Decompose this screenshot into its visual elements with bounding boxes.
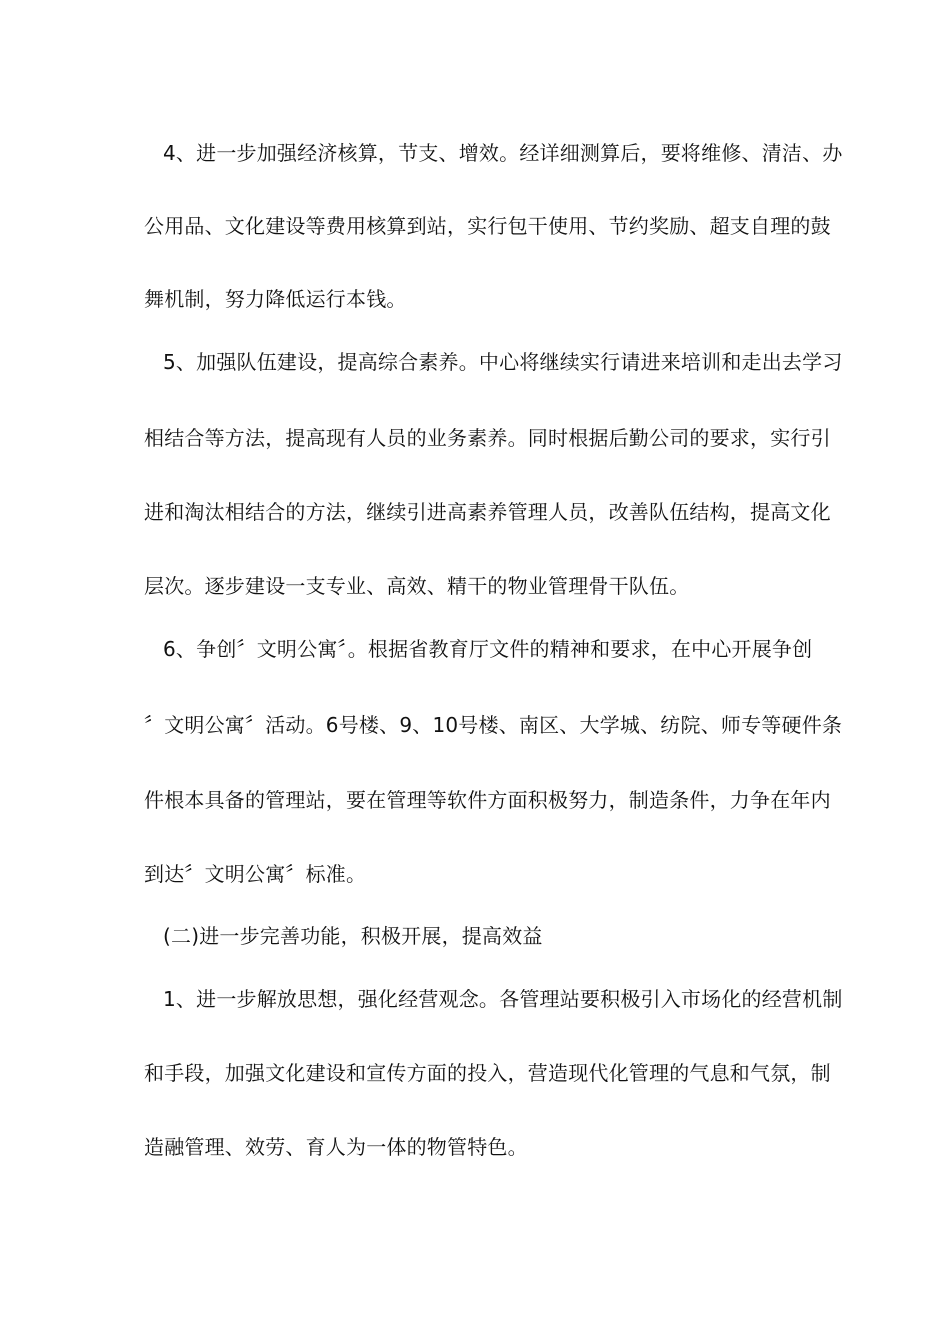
paragraph-6-line-2: 〞文明公寓〞活动。6号楼、9、10号楼、南区、大学城、纺院、师专等硬件条 (144, 713, 843, 737)
paragraph-1-line-3: 造融管理、效劳、育人为一体的物管特色。 (144, 1135, 528, 1159)
paragraph-5-line-2: 相结合等方法，提高现有人员的业务素养。同时根据后勤公司的要求，实行引 (144, 426, 831, 450)
paragraph-4-line-3: 舞机制，努力降低运行本钱。 (144, 287, 407, 311)
paragraph-1-line-2: 和手段，加强文化建设和宣传方面的投入，营造现代化管理的气息和气氛，制 (144, 1061, 831, 1085)
paragraph-5-line-3: 进和淘汰相结合的方法，继续引进高素养管理人员，改善队伍结构，提高文化 (144, 500, 831, 524)
paragraph-1-line-1: 1、进一步解放思想，强化经营观念。各管理站要积极引入市场化的经营机制 (163, 987, 843, 1011)
paragraph-5-line-4: 层次。逐步建设一支专业、高效、精干的物业管理骨干队伍。 (144, 574, 690, 598)
paragraph-4-line-2: 公用品、文化建设等费用核算到站，实行包干使用、节约奖励、超支自理的鼓 (144, 214, 831, 238)
paragraph-6-line-3: 件根本具备的管理站，要在管理等软件方面积极努力，制造条件，力争在年内 (144, 788, 831, 812)
paragraph-6-line-1: 6、争创〞文明公寓〞。根据省教育厅文件的精神和要求，在中心开展争创 (163, 637, 813, 661)
section-heading-2: (二)进一步完善功能，积极开展，提高效益 (163, 924, 543, 948)
paragraph-4-line-1: 4、进一步加强经济核算，节支、增效。经详细测算后，要将维修、清洁、办 (163, 141, 843, 165)
paragraph-6-line-4: 到达〞文明公寓〞标准。 (144, 862, 367, 886)
paragraph-5-line-1: 5、加强队伍建设，提高综合素养。中心将继续实行请进来培训和走出去学习 (163, 350, 843, 374)
